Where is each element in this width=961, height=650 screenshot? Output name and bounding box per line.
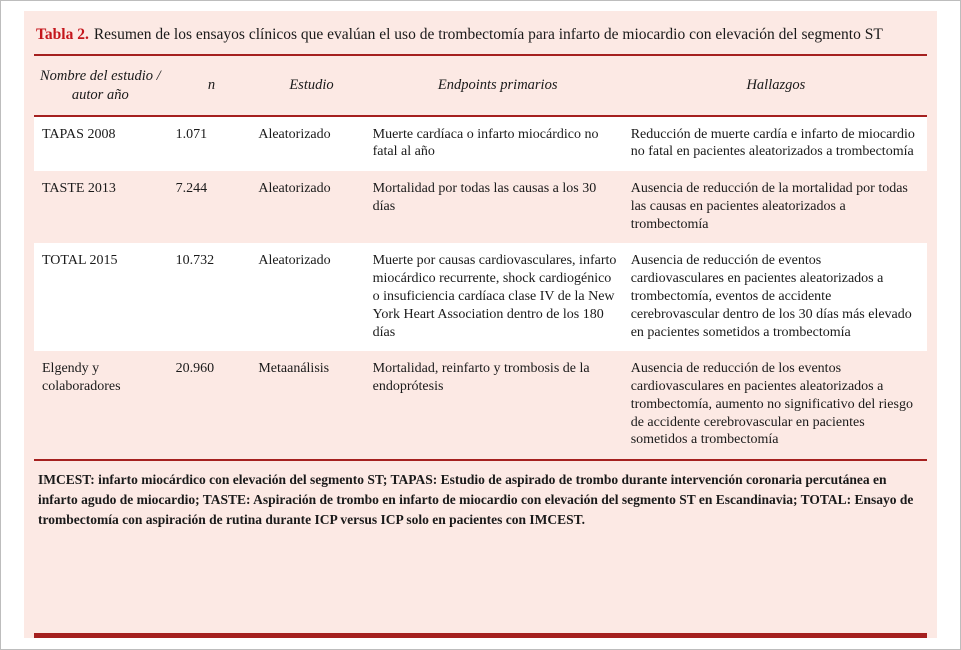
table-panel <box>24 11 937 638</box>
n-cell: 7.244 <box>175 181 208 197</box>
footnote-text: IMCEST: infarto miocárdico con elevación del segmento ST; TAPAS: Estudio de aspirado de trombo durante intervención coronaria percutánea en infarto agudo de miocardio; TASTE: Aspiración de trombo en infarto de miocardio con elevación del segmento ST en Escandinavia; TOTAL: Ensayo de trombectomía con aspiración de rutina durante ICP versus ICP solo en pacientes con IMCEST. <box>38 472 914 528</box>
header-findings: Hallazgos <box>629 56 927 115</box>
header-study-name: Nombre del estudio / autor año <box>34 56 171 115</box>
table-caption-label: Tabla 2. <box>36 26 89 43</box>
n-cell: 10.732 <box>175 253 215 269</box>
table-row-elgendy <box>34 351 927 459</box>
study-type-cell: Metaanálisis <box>258 361 330 377</box>
header-row <box>34 56 927 115</box>
study-name-cell: TAPAS 2008 <box>42 126 116 142</box>
header-study-type: Estudio <box>256 56 370 115</box>
table-row-taste-2013 <box>34 171 927 243</box>
endpoints-cell: Mortalidad por todas las causas a los 30 días <box>372 181 597 214</box>
study-type-cell: Aleatorizado <box>258 126 331 142</box>
study-type-cell: Aleatorizado <box>258 253 331 269</box>
header-n: n <box>171 56 257 115</box>
study-name-cell: Elgendy y colaboradores <box>42 361 121 395</box>
findings-cell: Ausencia de reducción de la mortalidad por todas las causas en pacientes aleatorizados a trombectomía <box>630 181 908 232</box>
table-caption-text: Resumen de los ensayos clínicos que evalúan el uso de trombectomía para infarto de miocardio con elevación del segmento ST <box>93 26 883 43</box>
study-name-cell: TASTE 2013 <box>42 181 116 197</box>
table-row-tapas-2008 <box>34 116 927 172</box>
study-type-cell: Aleatorizado <box>258 181 331 197</box>
table-row-total-2015 <box>34 243 927 351</box>
n-cell: 20.960 <box>175 361 215 377</box>
endpoints-cell: Muerte por causas cardiovasculares, infarto miocárdico recurrente, shock cardiogénico o insuficiencia cardíaca clase IV de la New York Heart Association dentro de los 180 días <box>372 253 617 340</box>
clinical-trials-table <box>34 56 927 459</box>
findings-cell: Ausencia de reducción de los eventos cardiovasculares en pacientes aleatorizados a trombectomía, aumento no significativo del riesgo de accidente cerebrovascular en pacientes sometidos a trombectomía <box>630 361 913 448</box>
endpoints-cell: Mortalidad, reinfarto y trombosis de la endoprótesis <box>372 361 590 395</box>
findings-cell: Ausencia de reducción de eventos cardiovasculares en pacientes aleatorizados a trombectomía, eventos de accidente cerebrovascular dentro de los 30 días más elevado en pacientes sometidos a trombectomía <box>630 253 912 340</box>
endpoints-cell: Muerte cardíaca o infarto miocárdico no fatal al año <box>372 126 599 160</box>
study-name-cell: TOTAL 2015 <box>42 253 118 269</box>
header-endpoints: Endpoints primarios <box>371 56 629 115</box>
bottom-accent-bar <box>34 633 927 638</box>
table-caption <box>34 24 927 45</box>
n-cell: 1.071 <box>175 126 208 142</box>
findings-cell: Reducción de muerte cardía e infarto de miocardio no fatal en pacientes aleatorizados a trombectomía <box>630 126 915 160</box>
